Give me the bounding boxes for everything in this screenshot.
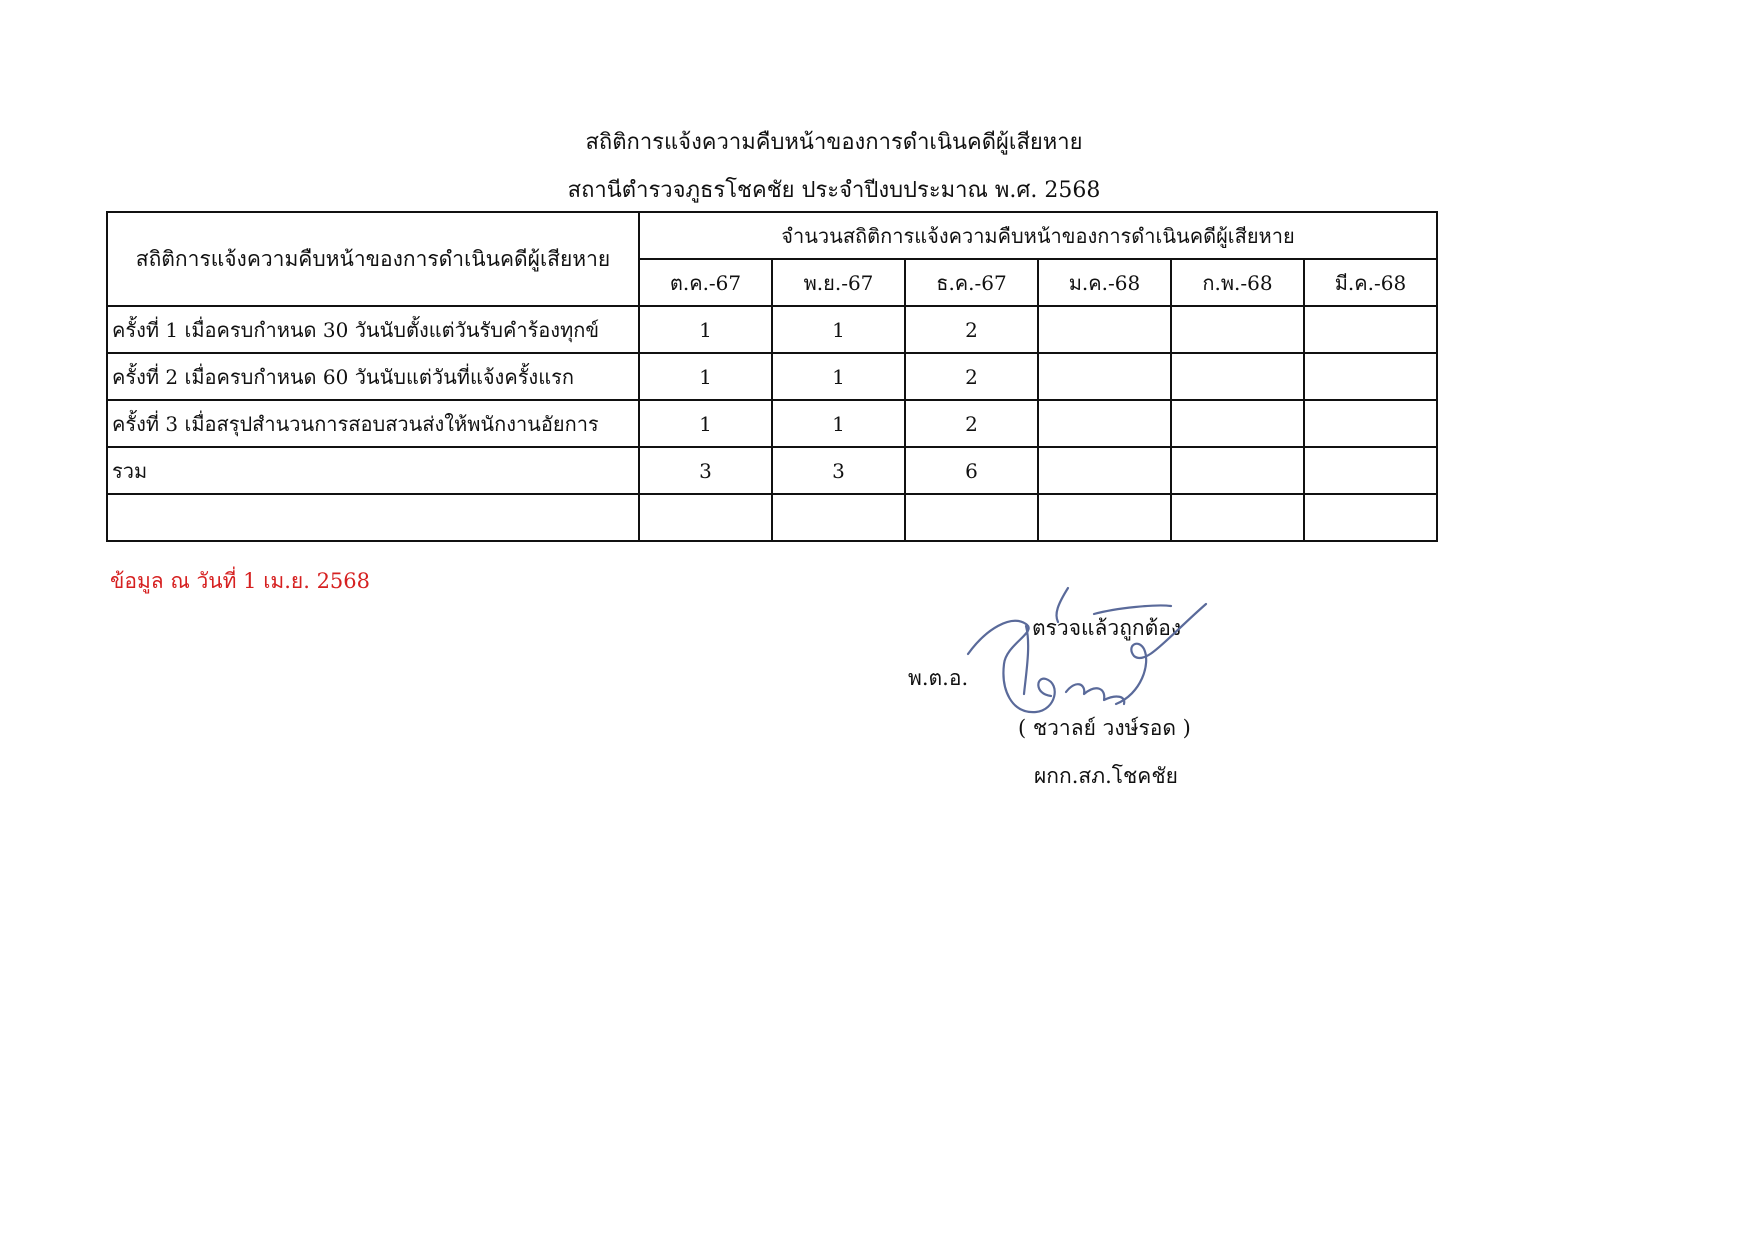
signer-name: ( ชวาลย์ วงษ์รอด ) xyxy=(1018,716,1191,740)
table-cell xyxy=(1038,494,1171,541)
row-label: ครั้งที่ 3 เมื่อสรุปสำนวนการสอบสวนส่งให้พนักงานอัยการ xyxy=(107,400,639,447)
row-label: ครั้งที่ 1 เมื่อครบกำหนด 30 วันนับตั้งแต่วันรับคำร้องทุกข์ xyxy=(107,306,639,353)
handwritten-signature-icon xyxy=(966,584,1226,734)
table-cell xyxy=(1171,353,1304,400)
table-cell xyxy=(772,494,905,541)
month-header: มี.ค.-68 xyxy=(1304,259,1437,306)
table-cell: 1 xyxy=(639,400,772,447)
total-row xyxy=(107,447,1437,494)
table-cell: 1 xyxy=(639,306,772,353)
table-cell: 3 xyxy=(639,447,772,494)
table-cell: 1 xyxy=(772,353,905,400)
table-cell: 6 xyxy=(905,447,1038,494)
document-title: สถิติการแจ้งความคืบหน้าของการดำเนินคดีผู้เสียหาย xyxy=(585,130,1083,155)
table-cell: 1 xyxy=(772,400,905,447)
data-date-note: ข้อมูล ณ วันที่ 1 เม.ย. 2568 xyxy=(110,569,371,593)
row-label: ครั้งที่ 2 เมื่อครบกำหนด 60 วันนับแต่วันที่แจ้งครั้งแรก xyxy=(107,353,639,400)
table-cell xyxy=(639,494,772,541)
month-header: ธ.ค.-67 xyxy=(905,259,1038,306)
row-header-cell: สถิติการแจ้งความคืบหน้าของการดำเนินคดีผู้เสียหาย xyxy=(107,212,639,306)
table-cell xyxy=(1038,306,1171,353)
table-cell: 2 xyxy=(905,400,1038,447)
table-row xyxy=(107,306,1437,353)
table-cell xyxy=(1304,353,1437,400)
empty-row xyxy=(107,494,1437,541)
month-header: พ.ย.-67 xyxy=(772,259,905,306)
table-cell: 1 xyxy=(772,306,905,353)
table-cell xyxy=(1171,447,1304,494)
month-header: ต.ค.-67 xyxy=(639,259,772,306)
group-header-cell: จำนวนสถิติการแจ้งความคืบหน้าของการดำเนินคดีผู้เสียหาย xyxy=(639,212,1437,259)
row-label xyxy=(107,494,639,541)
table-cell xyxy=(1038,447,1171,494)
table-cell xyxy=(1304,306,1437,353)
table-cell: 2 xyxy=(905,353,1038,400)
statistics-table xyxy=(106,211,1438,542)
table-cell xyxy=(1171,306,1304,353)
document-subtitle: สถานีตำรวจภูธรโชคชัย ประจำปีงบประมาณ พ.ศ. 2568 xyxy=(567,178,1101,203)
signer-position: ผกก.สภ.โชคชัย xyxy=(1034,764,1178,788)
table-cell xyxy=(1304,447,1437,494)
table-cell: 2 xyxy=(905,306,1038,353)
month-header: ม.ค.-68 xyxy=(1038,259,1171,306)
table-row xyxy=(107,353,1437,400)
rank-label: พ.ต.อ. xyxy=(908,666,969,690)
table-cell xyxy=(905,494,1038,541)
table-cell: 1 xyxy=(639,353,772,400)
table-cell xyxy=(1171,494,1304,541)
table-cell xyxy=(1038,353,1171,400)
table-cell xyxy=(1304,494,1437,541)
table-row xyxy=(107,400,1437,447)
table-cell xyxy=(1171,400,1304,447)
table-cell xyxy=(1304,400,1437,447)
month-header: ก.พ.-68 xyxy=(1171,259,1304,306)
row-label: รวม xyxy=(107,447,639,494)
table-cell: 3 xyxy=(772,447,905,494)
table-cell xyxy=(1038,400,1171,447)
verified-label: ตรวจแล้วถูกต้อง xyxy=(1032,616,1182,640)
